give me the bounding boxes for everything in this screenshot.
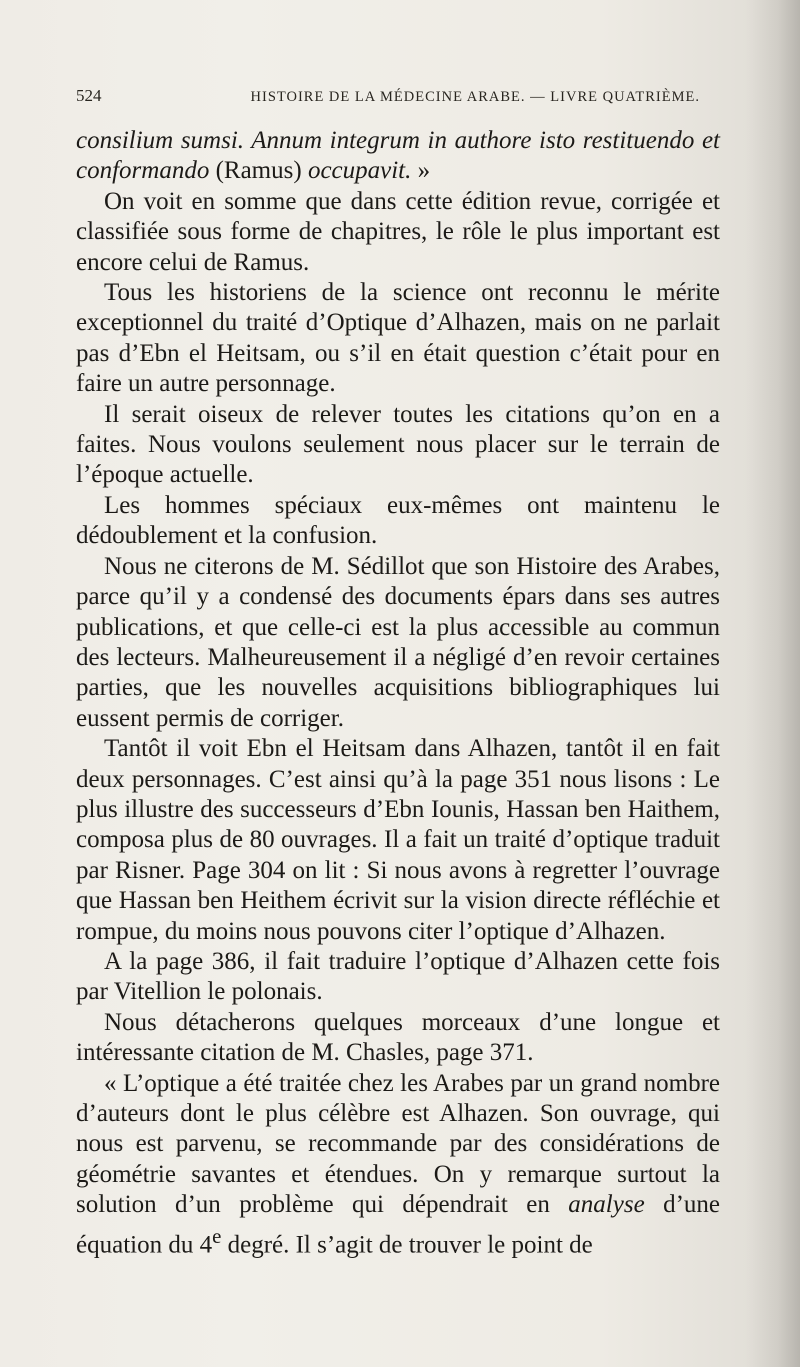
- paragraph-latin-quote-end: [76, 126, 720, 187]
- paragraph-edition-revue: On voit en somme que dans cette édition revue, corrigée et classifiée sous forme de chapitres, le rôle le plus important est encore celui de Ramus.: [76, 187, 720, 276]
- page-number: 524: [76, 86, 102, 105]
- optique-quote-text-b: d’une équation du 4: [76, 1191, 720, 1258]
- running-header: [76, 86, 700, 116]
- paragraph-citations: Il serait oiseux de relever toutes les citations qu’on en a faites. Nous voulons seulement nous placer sur le terrain de l’époque actuelle.: [76, 400, 720, 489]
- running-title: HISTOIRE DE LA MÉDECINE ARABE. — LIVRE QUATRIÈME.: [250, 89, 700, 105]
- latin-quote-italic-b: occupavit.: [307, 157, 412, 185]
- page-edge-shadow: [745, 0, 800, 1367]
- paragraph-chasles: Nous détacherons quelques morceaux d’une longue et intéressante citation de M. Chasles, page 371.: [76, 1008, 720, 1067]
- latin-quote-ramus: (Ramus): [209, 157, 308, 185]
- optique-quote-text-c: degré. Il s’agit de trouver le point de: [221, 1230, 593, 1258]
- paragraph-tantot: Tantôt il voit Ebn el Heitsam dans Alhazen, tantôt il en fait deux personnages. C’est ainsi qu’à la page 351 nous lisons : Le plus illustre des successeurs d’Ebn Iounis, Hassan ben Haithem, composa plus de 80 ouvrages. Il a fait un traité d’optique traduit par Risner. Page 304 on lit : Si nous avons à regretter l’ouvrage que Hassan ben Heithem écrivit sur la vision directe réfléchie et rompue, du moins nous pouvons citer l’optique d’Alhazen.: [76, 735, 720, 945]
- body-text: [76, 126, 720, 1260]
- paragraph-optique-quote: [76, 1069, 720, 1261]
- latin-quote-italic-a: consilium sumsi. Annum integrum in authore isto restituendo et conformando: [76, 127, 720, 185]
- paragraph-hommes-speciaux: Les hommes spéciaux eux-mêmes ont maintenu le dédoublement et la confusion.: [76, 491, 720, 550]
- paragraph-historiens: Tous les historiens de la science ont reconnu le mérite exceptionnel du traité d’Optique d’Alhazen, mais on ne parlait pas d’Ebn el Heitsam, ou s’il en était question c’était pour en faire un autre personnage.: [76, 279, 720, 398]
- paragraph-page-386: A la page 386, il fait traduire l’optique d’Alhazen cette fois par Vitellion le polonais.: [76, 947, 720, 1006]
- optique-quote-text-a: « L’optique a été traitée chez les Arabes par un grand nombre d’auteurs dont le plus célèbre est Alhazen. Son ouvrage, qui nous est parvenu, se recommande par des considérations de géométrie savantes et étendues. On y remarque surtout la solution d’un problème qui dépendrait en: [76, 1069, 720, 1219]
- latin-quote-close: »: [411, 157, 431, 185]
- paragraph-sedillot: Nous ne citerons de M. Sédillot que son Histoire des Arabes, parce qu’il y a condensé des documents épars dans ses autres publications, et que celle-ci est la plus accessible au commun des lecteurs. Malheureusement il a négligé d’en revoir certaines parties, que les nouvelles acquisitions bibliographiques lui eussent permis de corriger.: [76, 552, 720, 732]
- degree-superscript: e: [212, 1223, 222, 1248]
- optique-quote-analyse: analyse: [568, 1191, 645, 1219]
